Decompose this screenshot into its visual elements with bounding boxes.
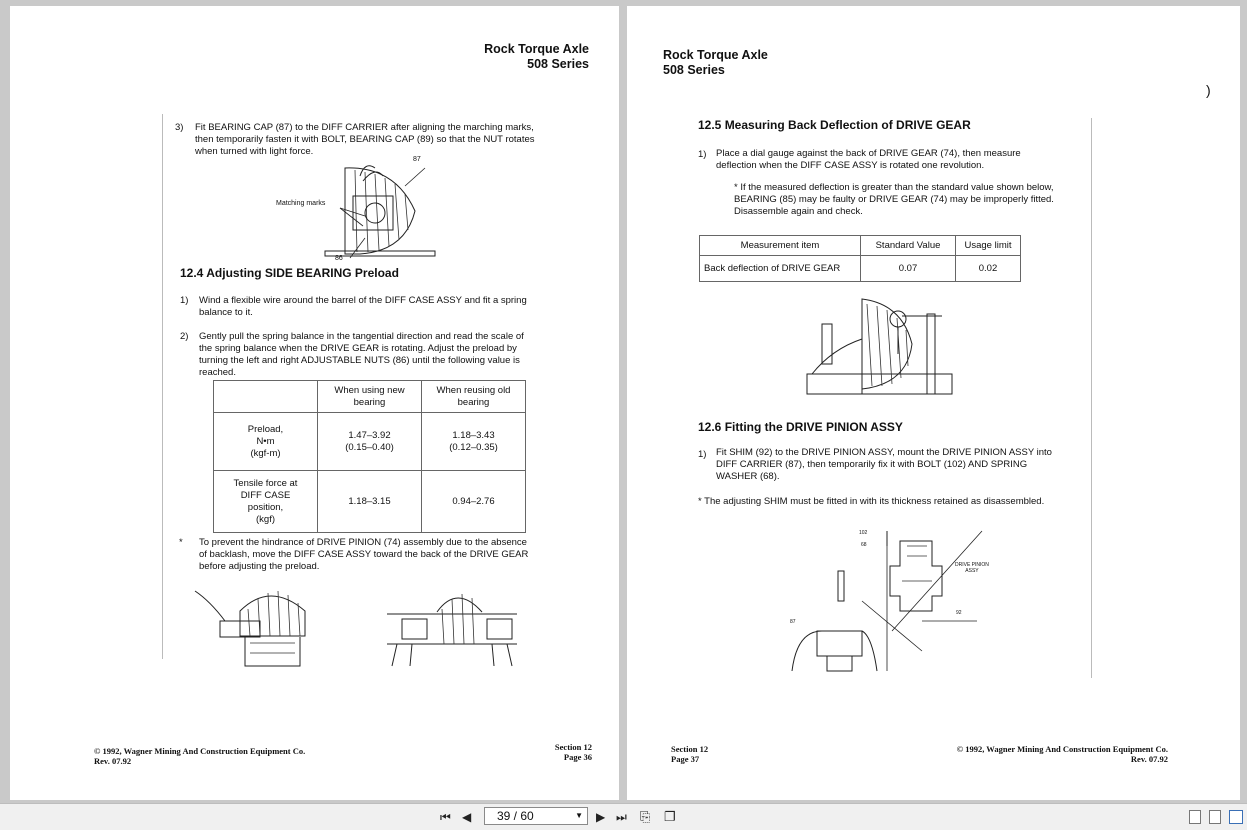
footer-copyright: © 1992, Wagner Mining And Construction Equipment Co. [956,744,1168,754]
step1-num: 1) [180,295,189,306]
s1-note-line: Disassemble again and check. [734,206,863,217]
spring-balance-figure [190,581,320,671]
step2-line: the spring balance when the DRIVE GEAR is rotating. Adjust the preload by [199,343,517,354]
note-line: of backlash, move the DIFF CASE ASSY toward the back of the DRIVE GEAR [199,549,529,560]
table-cell: Back deflection of DRIVE GEAR [700,256,861,282]
two-page-view-icon[interactable] [1229,810,1243,824]
step1-text [199,295,527,319]
page-number-select[interactable] [484,807,588,825]
step1-line: balance to it. [199,307,253,318]
footer-page: Page 36 [563,752,592,762]
page-number-display: 39 / 60 [497,809,534,823]
left-header-series: 508 Series [527,57,589,71]
s1-note-line: * If the measured deflection is greater than the standard value shown below, [734,182,1054,193]
s1-step-line: deflection when the DIFF CASE ASSY is rotated one revolution. [716,160,985,171]
table-corner [214,381,318,413]
fig-label-102: 102 [859,530,868,536]
fig-label-pinion-line: DRIVE PINION [955,562,989,568]
table-header: Usage limit [956,236,1021,256]
diff-case-figure [382,584,522,669]
fig-label-87: 87 [790,619,796,625]
section-12-4-title: 12.4 Adjusting SIDE BEARING Preload [180,266,399,280]
fig1-label-86: 86 [335,255,343,262]
s1-note [734,182,1054,218]
s1-step-text [716,148,1021,172]
step3-line: Fit BEARING CAP (87) to the DIFF CARRIER after aligning the marching marks, [195,122,534,133]
deflection-table [699,235,1021,282]
footer-rev: Rev. 07.92 [1130,754,1168,764]
preload-table [213,380,526,533]
row-value-old: 0.94–2.76 [422,471,526,533]
right-header [663,48,768,78]
step2-line: reached. [199,367,236,378]
section-12-5-title: 12.5 Measuring Back Deflection of DRIVE GEAR [698,118,971,132]
row-label-tensile: Tensile force at DIFF CASE position, (kgf) [214,471,318,533]
s2-note: * The adjusting SHIM must be fitted in with its thickness retained as disassembled. [698,496,1045,507]
next-page-icon[interactable]: ▶ [596,810,606,824]
note-bullet: * [179,537,183,548]
s2-step-line: Fit SHIM (92) to the DRIVE PINION ASSY, mount the DRIVE PINION ASSY into [716,447,1052,458]
bearing-cap-figure [265,156,445,266]
left-footer-left [94,746,305,766]
first-page-icon[interactable]: ⏮ [440,810,451,824]
s2-step-line: WASHER (68). [716,471,780,482]
section-12-6-title: 12.6 Fitting the DRIVE PINION ASSY [698,420,903,434]
fig-label-92: 92 [956,610,962,616]
fig1-label-marks: Matching marks [276,200,326,207]
table-header-new: When using new bearing [318,381,422,413]
footer-copyright: © 1992, Wagner Mining And Construction Equipment Co. [94,746,306,756]
rotate-icon[interactable]: ⎘ [640,809,651,824]
right-footer-right [957,744,1168,764]
dial-gauge-figure [802,294,962,399]
left-header [484,42,589,72]
row-value-old: 1.18–3.43 (0.12–0.35) [422,413,526,471]
left-header-title: Rock Torque Axle [484,42,589,56]
s2-step-text [716,447,1052,483]
right-page [627,6,1240,800]
footer-page: Page 37 [671,754,700,764]
step1-line: Wind a flexible wire around the barrel of the DIFF CASE ASSY and fit a spring [199,295,527,306]
left-page [10,6,619,800]
viewer-toolbar [0,803,1247,830]
step2-num: 2) [180,331,189,342]
step3-line: then temporarily fasten it with BOLT, BEARING CAP (89) so that the NUT rotates [195,134,535,145]
step2-line: turning the left and right ADJUSTABLE NUTS (86) until the following value is [199,355,520,366]
chevron-down-icon: ▼ [575,811,583,820]
note-text [199,537,528,573]
table-cell: 0.07 [861,256,956,282]
left-margin-line [162,114,163,659]
note-line: To prevent the hindrance of DRIVE PINION (74) assembly due to the absence [199,537,527,548]
s1-note-line: BEARING (85) may be faulty or DRIVE GEAR (74) may be improperly fitted. [734,194,1054,205]
table-header: Measurement item [700,236,861,256]
fig-label-68: 68 [861,542,867,548]
left-footer-right [555,742,592,762]
drive-pinion-figure [782,521,1022,676]
table-cell: 0.02 [956,256,1021,282]
row-value-new: 1.47–3.92 (0.15–0.40) [318,413,422,471]
single-page-view-icon[interactable] [1189,810,1201,824]
row-label-preload: Preload, N•m (kgf-m) [214,413,318,471]
fig-label-pinion [955,562,989,574]
continuous-view-icon[interactable] [1209,810,1221,824]
right-header-series: 508 Series [663,63,725,77]
s2-step-line: DIFF CARRIER (87), then temporarily fix it with BOLT (102) AND SPRING [716,459,1028,470]
step2-line: Gently pull the spring balance in the tangential direction and read the scale of [199,331,524,342]
step3-num: 3) [175,122,184,133]
right-footer-left [671,744,708,764]
s2-step-num: 1) [698,449,707,460]
thumbnails-icon[interactable]: ❐ [664,809,676,824]
prev-page-icon[interactable]: ◀ [462,810,472,824]
last-page-icon[interactable]: ⏭ [616,810,627,824]
row-value-new: 1.18–3.15 [318,471,422,533]
footer-section: Section 12 [671,744,709,754]
footer-section: Section 12 [554,742,592,752]
right-margin-line [1091,118,1092,678]
s1-step-line: Place a dial gauge against the back of DRIVE GEAR (74), then measure [716,148,1021,159]
table-row [214,413,526,471]
table-row [700,256,1021,282]
table-header: Standard Value [861,236,956,256]
table-header-old: When reusing old bearing [422,381,526,413]
step3-text [195,122,535,158]
right-header-title: Rock Torque Axle [663,48,768,62]
note-line: before adjusting the preload. [199,561,320,572]
footer-rev: Rev. 07.92 [94,756,132,766]
stray-mark: ) [1206,82,1211,98]
step3-line: when turned with light force. [195,146,314,157]
fig1-label-87: 87 [413,156,421,163]
step2-text [199,331,524,379]
fig-label-pinion-line: ASSY [965,568,979,574]
s1-step-num: 1) [698,149,707,160]
table-row [214,471,526,533]
